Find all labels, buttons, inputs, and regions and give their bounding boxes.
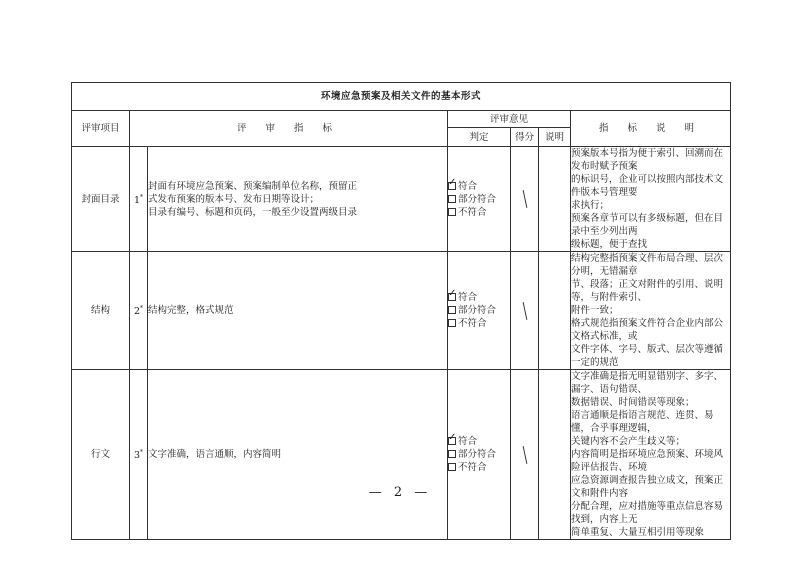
checkbox-icon[interactable] [448, 463, 456, 471]
header-judge: 判定 [448, 128, 511, 147]
explanation-line: 语言通顺是指语言规范、连贯、易懂，合乎事理逻辑， [571, 410, 714, 434]
row-score [511, 252, 539, 370]
table-title: 环境应急预案及相关文件的基本形式 [72, 83, 731, 111]
pass-option[interactable] [448, 291, 510, 304]
explanation-line: 文字准确是指无明显错别字、多字、漏字、语句错误、 [571, 371, 724, 395]
row-item: 封面目录 [72, 147, 130, 252]
blank-slash-mark [522, 190, 527, 208]
pass-option[interactable] [448, 180, 510, 193]
table-body [72, 147, 731, 540]
option-label: 符合 [458, 180, 478, 192]
partial-option[interactable] [448, 193, 510, 206]
row-item: 结构 [72, 252, 130, 370]
explanation-line: 应急资源调查报告独立成文，预案正文和附件内容 [571, 475, 724, 499]
checked-box-icon[interactable] [448, 437, 456, 445]
row-explanation [571, 147, 731, 252]
option-label: 部分符合 [458, 193, 497, 205]
table-row [72, 252, 731, 370]
row-score [511, 370, 539, 540]
option-label: 符合 [458, 436, 478, 447]
checked-box-icon[interactable] [448, 293, 456, 301]
explanation-line: 级标题，便于查找 [571, 239, 648, 250]
explanation-line: 结构完整指预案文件布局合理、层次分明，无错漏章 [571, 253, 724, 277]
criteria-line: 目录有编号、标题和页码，一般至少设置两级目录 [148, 206, 358, 218]
header-item: 评审项目 [72, 111, 130, 147]
option-label: 部分符合 [458, 305, 497, 316]
row-criteria [148, 252, 448, 370]
option-label: 不符合 [458, 318, 487, 329]
checkbox-icon[interactable] [448, 319, 456, 327]
explanation-line: 求执行； [571, 200, 610, 211]
header-criteria: 评 审 指 标 [130, 111, 448, 147]
row-judgement [448, 370, 511, 540]
option-label: 部分符合 [458, 449, 497, 460]
row-judgement [448, 252, 511, 370]
checkbox-icon[interactable] [448, 195, 456, 203]
row-item: 行文 [72, 370, 130, 540]
blank-slash-mark [522, 302, 527, 320]
required-mark: * [140, 449, 144, 457]
checkbox-icon[interactable] [448, 450, 456, 458]
explanation-line: 预案版本号指为便于索引、回溯而在发布时赋予预案 [571, 148, 724, 172]
header-score: 得分 [511, 128, 539, 147]
explanation-line: 简单重复、大量互相引用等现象 [571, 527, 705, 538]
checkbox-icon[interactable] [448, 306, 456, 314]
row-number-text: 2 [133, 306, 141, 318]
evaluation-table [71, 82, 731, 540]
explanation-line: 文件字体、字号、版式、层次等遵循一定的规范 [571, 344, 724, 368]
partial-option[interactable] [448, 304, 510, 317]
checkbox-icon[interactable] [448, 208, 456, 216]
checked-box-icon[interactable] [448, 182, 456, 190]
row-note [539, 252, 571, 370]
row-note [539, 147, 571, 252]
fail-option[interactable] [448, 461, 510, 474]
fail-option[interactable] [448, 206, 510, 219]
option-label: 符合 [458, 292, 478, 303]
row-number [130, 252, 148, 370]
row-judgement [448, 147, 511, 252]
row-number [130, 370, 148, 540]
row-number-text: 1 [133, 195, 141, 207]
explanation-line: 关键内容不会产生歧义等； [571, 436, 686, 447]
criteria-line: 结构完整，格式规范 [148, 305, 234, 316]
header-opinion: 评审意见 [448, 111, 571, 128]
pass-option[interactable] [448, 435, 510, 448]
row-score [511, 147, 539, 252]
table-row [72, 147, 731, 252]
row-note [539, 370, 571, 540]
explanation-line: 格式规范指预案文件符合企业内部公文格式标准，或 [571, 318, 724, 342]
table-row [72, 370, 731, 540]
explanation-line: 预案各章节可以有多级标题，但在目录中至少列出两 [571, 213, 724, 237]
row-explanation [571, 252, 731, 370]
header-explanation: 指 标 说 明 [571, 111, 731, 147]
row-number [130, 147, 148, 252]
required-mark: * [140, 305, 144, 313]
criteria-line: 封面有环境应急预案、预案编制单位名称，预留正 [148, 180, 358, 192]
row-criteria [148, 147, 448, 252]
fail-option[interactable] [448, 317, 510, 330]
criteria-line: 文字准确，语言通顺，内容简明 [148, 449, 282, 460]
row-number-text: 3 [133, 450, 141, 462]
header-note: 说明 [539, 128, 571, 147]
blank-slash-mark [522, 446, 527, 464]
explanation-line: 内容简明是指环境应急预案、环境风险评估报告、环境 [571, 449, 724, 473]
option-label: 不符合 [458, 462, 487, 473]
option-label: 不符合 [458, 206, 487, 218]
partial-option[interactable] [448, 448, 510, 461]
required-mark: * [140, 193, 144, 201]
page-number: — 2 — [368, 485, 432, 500]
explanation-line: 分配合理，应对措施等重点信息容易找到，内容上无 [571, 501, 724, 525]
criteria-line: 式发布预案的版本号、发布日期等设计； [148, 193, 320, 205]
explanation-line: 节、段落；正文对附件的引用、说明等，与附件索引、 [571, 279, 724, 303]
explanation-line: 附件一致； [571, 305, 619, 316]
explanation-line: 数据错误、时间错误等现象； [571, 397, 695, 408]
row-criteria [148, 370, 448, 540]
row-explanation [571, 370, 731, 540]
explanation-line: 的标识号，企业可以按照内部技术文件版本号管理要 [571, 174, 724, 198]
